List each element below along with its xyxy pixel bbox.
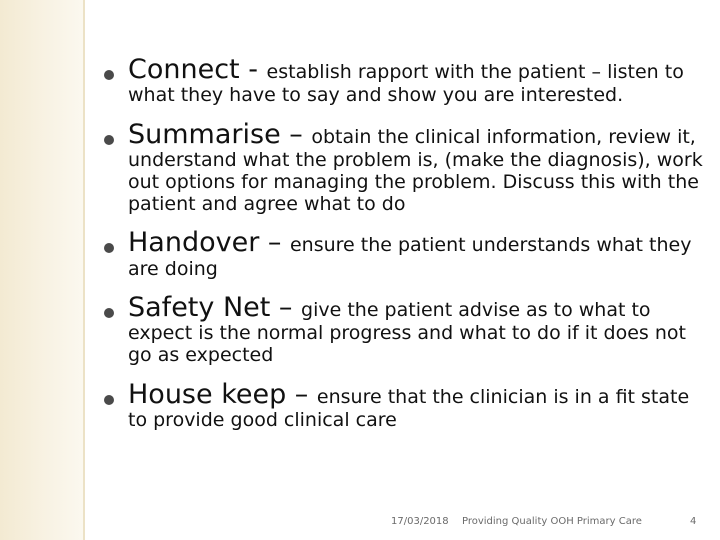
bullet-list [104,54,704,444]
bullet-handover [104,227,704,280]
bullet-term: Safety Net – [128,292,302,324]
bullet-desc: give the patient advise as to what to expect is the normal progress and what to do if it does not go as expected [128,299,686,367]
footer-date: 17/03/2018 [391,516,449,527]
bullet-term: Handover – [128,227,290,259]
bullet-safety-net [104,292,704,367]
bullet-icon [104,395,114,405]
accent-bar-edge [83,0,85,540]
bullet-desc: ensure that the clinician is in a fit state to provide good clinical care [128,386,690,432]
bullet-term: Summarise – [128,118,312,150]
accent-bar [0,0,83,540]
bullet-term: Connect - [128,54,267,85]
bullet-summarise [104,119,704,216]
bullet-icon [104,70,114,80]
bullet-desc: establish rapport with the patient – listen to what they have to say and show you are interested. [128,61,684,107]
page-number: 4 [690,516,697,527]
bullet-house-keep [104,379,704,432]
bullet-desc: ensure the patient understands what they are doing [128,234,692,280]
bullet-desc: obtain the clinical information, review it, understand what the problem is, (make the diagnosis), work out options for managing the problem. Discuss this with the patient and agree what to do [128,125,703,215]
slide-footer [0,516,720,530]
footer-title: Providing Quality OOH Primary Care [462,516,642,527]
bullet-connect [104,54,704,107]
bullet-icon [104,135,114,145]
bullet-term: House keep – [128,379,317,411]
bullet-icon [104,308,114,318]
bullet-icon [104,243,114,253]
